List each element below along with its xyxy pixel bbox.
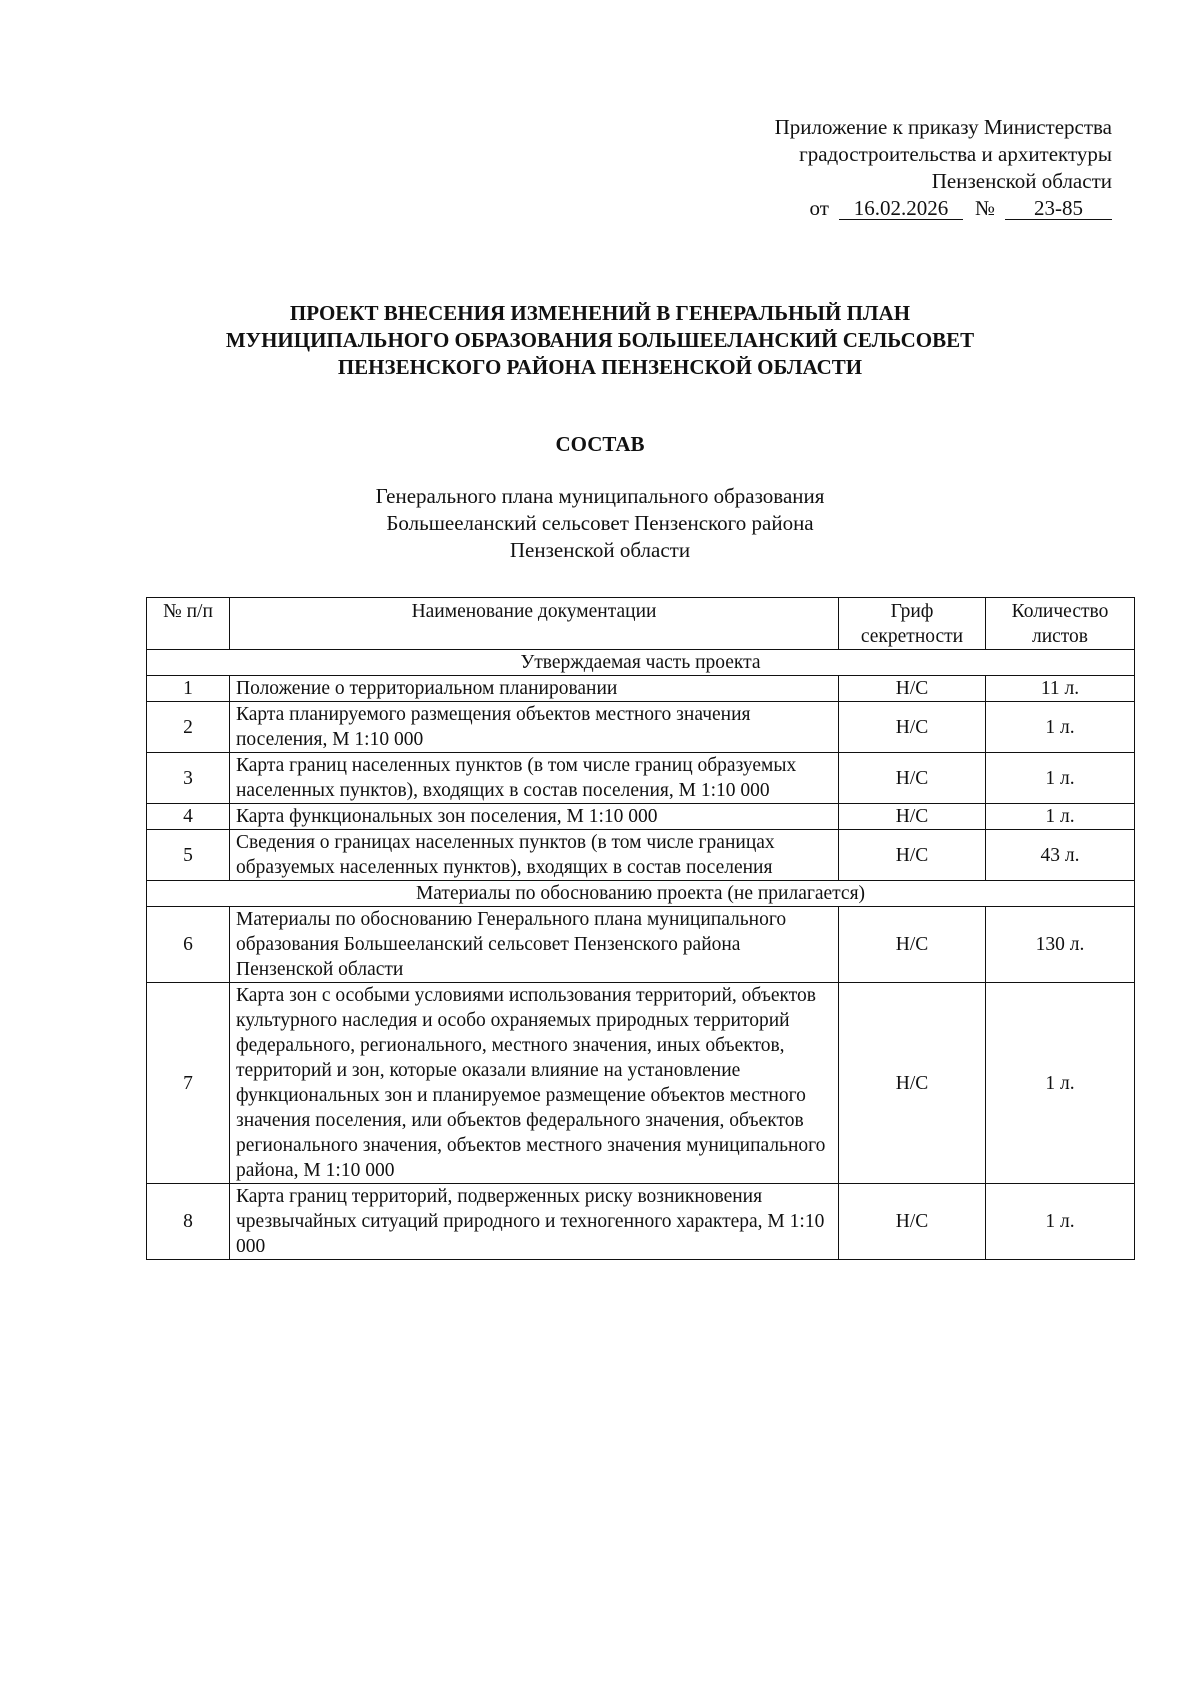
sheet-count: 43 л. [986, 830, 1135, 881]
document-name: Карта зон с особыми условиями использования территорий, объектов культурного наследия и особо охраняемых природных территорий федерального, регионального, местного значения, иных объектов, территорий и зон, которые оказали влияние на установление функциональных зон и планируемое размещение объектов местного значения поселения, или объектов федерального значения, объектов регионального значения, объектов местного значения муниципального района, М 1:10 000 [230, 983, 839, 1184]
order-reference-block [775, 114, 1112, 222]
document-title-line-2: МУНИЦИПАЛЬНОГО ОБРАЗОВАНИЯ БОЛЬШЕЕЛАНСКИЙ СЕЛЬСОВЕТ [225, 328, 975, 352]
table-section-row [147, 650, 1135, 676]
table-row [147, 1184, 1135, 1260]
sheet-count: 1 л. [986, 804, 1135, 830]
secrecy-stamp: Н/С [839, 907, 986, 983]
table-section-row [147, 881, 1135, 907]
header-qty: Количество листов [986, 598, 1135, 650]
secrecy-stamp: Н/С [839, 830, 986, 881]
document-name: Положение о территориальном планировании [230, 676, 839, 702]
row-number: 5 [147, 830, 230, 881]
sheet-count: 11 л. [986, 676, 1135, 702]
table-row [147, 983, 1135, 1184]
secrecy-stamp: Н/С [839, 702, 986, 753]
order-date: 16.02.2026 [839, 197, 963, 220]
table-body [147, 650, 1135, 1260]
document-title [0, 300, 1200, 381]
document-name: Сведения о границах населенных пунктов (в том числе границах образуемых населенных пунктов), входящих в состав поселения [230, 830, 839, 881]
order-reference-line-1: Приложение к приказу Министерства [774, 115, 1112, 139]
sheet-count: 1 л. [986, 1184, 1135, 1260]
composition-description [0, 483, 1200, 564]
table-row [147, 702, 1135, 753]
composition-table [146, 597, 1135, 1260]
row-number: 1 [147, 676, 230, 702]
row-number: 2 [147, 702, 230, 753]
description-line-2: Большееланский сельсовет Пензенского района [386, 511, 814, 535]
number-sign: № [974, 196, 995, 220]
document-title-line-1: ПРОЕКТ ВНЕСЕНИЯ ИЗМЕНЕНИЙ В ГЕНЕРАЛЬНЫЙ ПЛАН [289, 301, 911, 325]
table-row [147, 753, 1135, 804]
order-reference-line-3: Пензенской области [931, 169, 1112, 193]
section-title: Материалы по обоснованию проекта (не прилагается) [147, 881, 1135, 907]
section-heading: СОСТАВ [555, 432, 645, 456]
secrecy-stamp: Н/С [839, 983, 986, 1184]
order-number: 23-85 [1005, 197, 1112, 220]
row-number: 7 [147, 983, 230, 1184]
secrecy-stamp: Н/С [839, 804, 986, 830]
description-line-3: Пензенской области [509, 538, 691, 562]
description-line-1: Генерального плана муниципального образования [375, 484, 825, 508]
document-title-line-3: ПЕНЗЕНСКОГО РАЙОНА ПЕНЗЕНСКОЙ ОБЛАСТИ [337, 355, 863, 379]
order-reference-line-2: градостроительства и архитектуры [799, 142, 1112, 166]
header-grif: Гриф секретности [839, 598, 986, 650]
document-name: Карта границ населенных пунктов (в том числе границ образуемых населенных пунктов), входящих в состав поселения, М 1:10 000 [230, 753, 839, 804]
row-number: 6 [147, 907, 230, 983]
table-row [147, 676, 1135, 702]
table-row [147, 804, 1135, 830]
sheet-count: 1 л. [986, 702, 1135, 753]
header-num: № п/п [147, 598, 230, 650]
document-name: Карта функциональных зон поселения, М 1:10 000 [230, 804, 839, 830]
date-prefix: от [809, 196, 829, 220]
header-name: Наименование документации [230, 598, 839, 650]
document-name: Материалы по обоснованию Генерального плана муниципального образования Большееланский сельсовет Пензенского района Пензенской области [230, 907, 839, 983]
section-title: Утверждаемая часть проекта [147, 650, 1135, 676]
table-header-row [147, 598, 1135, 650]
order-date-number-line [775, 195, 1112, 222]
secrecy-stamp: Н/С [839, 676, 986, 702]
table-row [147, 907, 1135, 983]
sheet-count: 1 л. [986, 753, 1135, 804]
table-row [147, 830, 1135, 881]
row-number: 3 [147, 753, 230, 804]
document-name: Карта планируемого размещения объектов местного значения поселения, М 1:10 000 [230, 702, 839, 753]
row-number: 4 [147, 804, 230, 830]
secrecy-stamp: Н/С [839, 753, 986, 804]
document-name: Карта границ территорий, подверженных риску возникновения чрезвычайных ситуаций природного и техногенного характера, М 1:10 000 [230, 1184, 839, 1260]
row-number: 8 [147, 1184, 230, 1260]
sheet-count: 130 л. [986, 907, 1135, 983]
sheet-count: 1 л. [986, 983, 1135, 1184]
secrecy-stamp: Н/С [839, 1184, 986, 1260]
